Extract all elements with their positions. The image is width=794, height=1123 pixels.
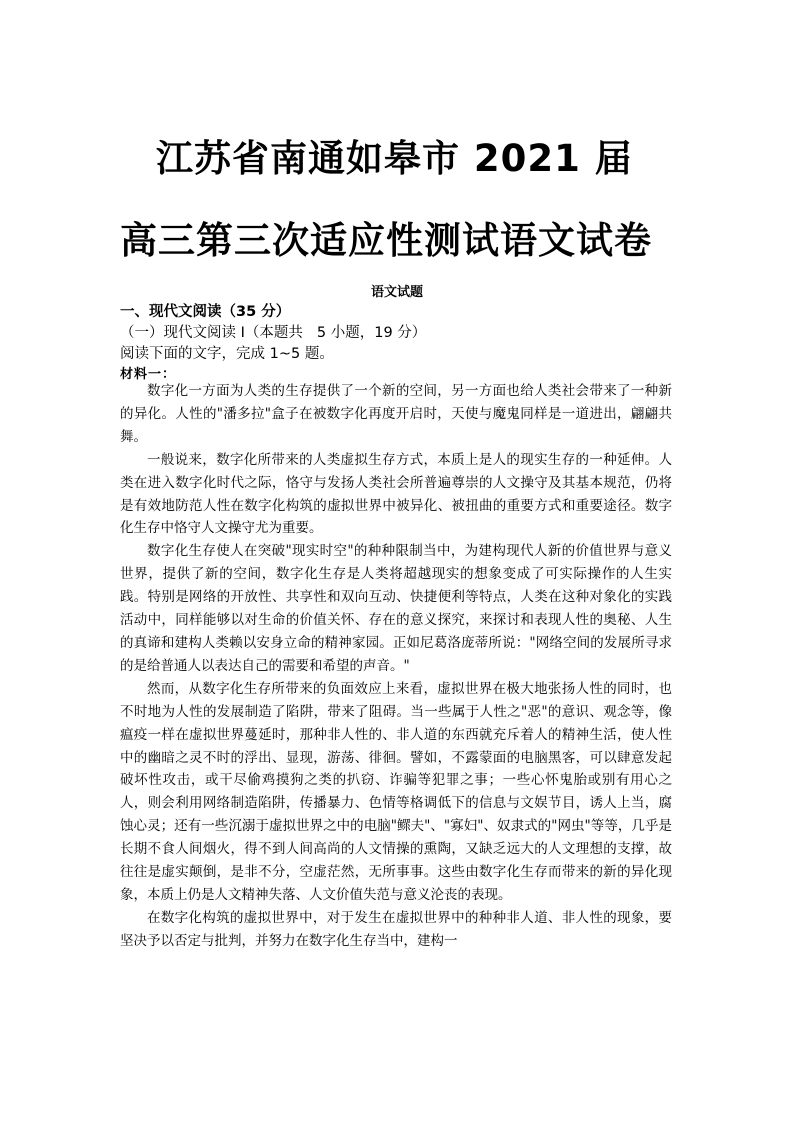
paragraph: 然而，从数字化生存所带来的负面效应上来看，虚拟世界在极大地张扬人性的同时，也不时地为人性的发展制造了陷阱，带来了阻碍。当一些属于人性之"恶"的意识、观念等，像瘟疫一样在虚拟世界蔓延时，那种非人性的、非人道的东西就充斥着人的精神生活，使人性中的幽暗之灵不时的浮出、显现，游荡、徘徊。譬如，不露蒙面的电脑黑客，可以肆意发起破坏性攻击，或干尽偷鸡摸狗之类的扒窃、诈骗等犯罪之事；一些心怀鬼胎或别有用心之人，则会利用网络制造陷阱，传播暴力、色情等格调低下的信息与文娱节目，诱人上当，腐蚀心灵；还有一些沉溺于虚拟世界之中的电脑"鳏夫"、"寡妇"、奴隶式的"网虫"等等，几乎是长期不食人间烟火，得不到人间高尚的人文情操的熏陶，又缺乏远大的人文理想的支撑，故往往是虚实颠倒，是非不分，空虚茫然，无所事事。这些由数字化生存而带来的新的异化现象，本质上仍是人文精神失落、人文价值失范与意义沦丧的表现。 [120,680,672,903]
paragraph: 数字化一方面为人类的生存提供了一个新的空间，另一方面也给人类社会带来了一种新的异化。人性的"潘多拉"盒子在被数字化再度开启时，天使与魔鬼同样是一道进出，翩翩共舞。 [120,383,672,445]
material-body [120,380,672,953]
paragraph: 数字化生存使人在突破"现实时空"的种种限制当中，为建构现代人新的价值世界与意义世界，提供了新的空间，数字化生存是人类将超越现实的想象变成了可实际操作的人生实践。特别是网络的开放性、共享性和双向互动、快捷便利等特点，人类在这种对象化的实践活动中，同样能够以对生命的价值关怀、存在的意义探究，来探讨和表现人性的奥秘、人生的真谛和建构人类赖以安身立命的精神家园。正如尼葛洛庞蒂所说："网络空间的发展所寻求的是给普通人以表达自己的需要和希望的声音。" [120,543,672,674]
document-title-line2: 高三第三次适应性测试语文试卷 [120,219,652,262]
document-title-line1: 江苏省南通如皋市 2021 届 [156,137,633,180]
material-label: 材料一： [120,367,177,382]
subsection-heading-part2: 5 小题，19 分） [316,325,427,341]
document-subtitle: 语文试题 [370,285,423,300]
subsection-heading [120,321,426,342]
subsection-heading-part1: （一）现代文阅读 I（本题共 [120,325,303,341]
section-heading: 一、现代文阅读（35 分） [120,304,291,320]
reading-instruction: 阅读下面的文字，完成 1~5 题。 [120,346,334,362]
paragraph: 在数字化构筑的虚拟世界中，对于发生在虚拟世界中的种种非人道、非人性的现象，要坚决予以否定与批判，并努力在数字化生存当中，建构一 [120,909,672,949]
paragraph: 一般说来，数字化所带来的人类虚拟生存方式，本质上是人的现实生存的一种延伸。人类在进入数字化时代之际，恪守与发扬人类社会所普遍尊崇的人文操守及其基本规范，仍将是有效地防范人性在数字化构筑的虚拟世界中被异化、被扭曲的重要方式和重要途径。数字化生存中恪守人文操守尤为重要。 [120,451,672,537]
